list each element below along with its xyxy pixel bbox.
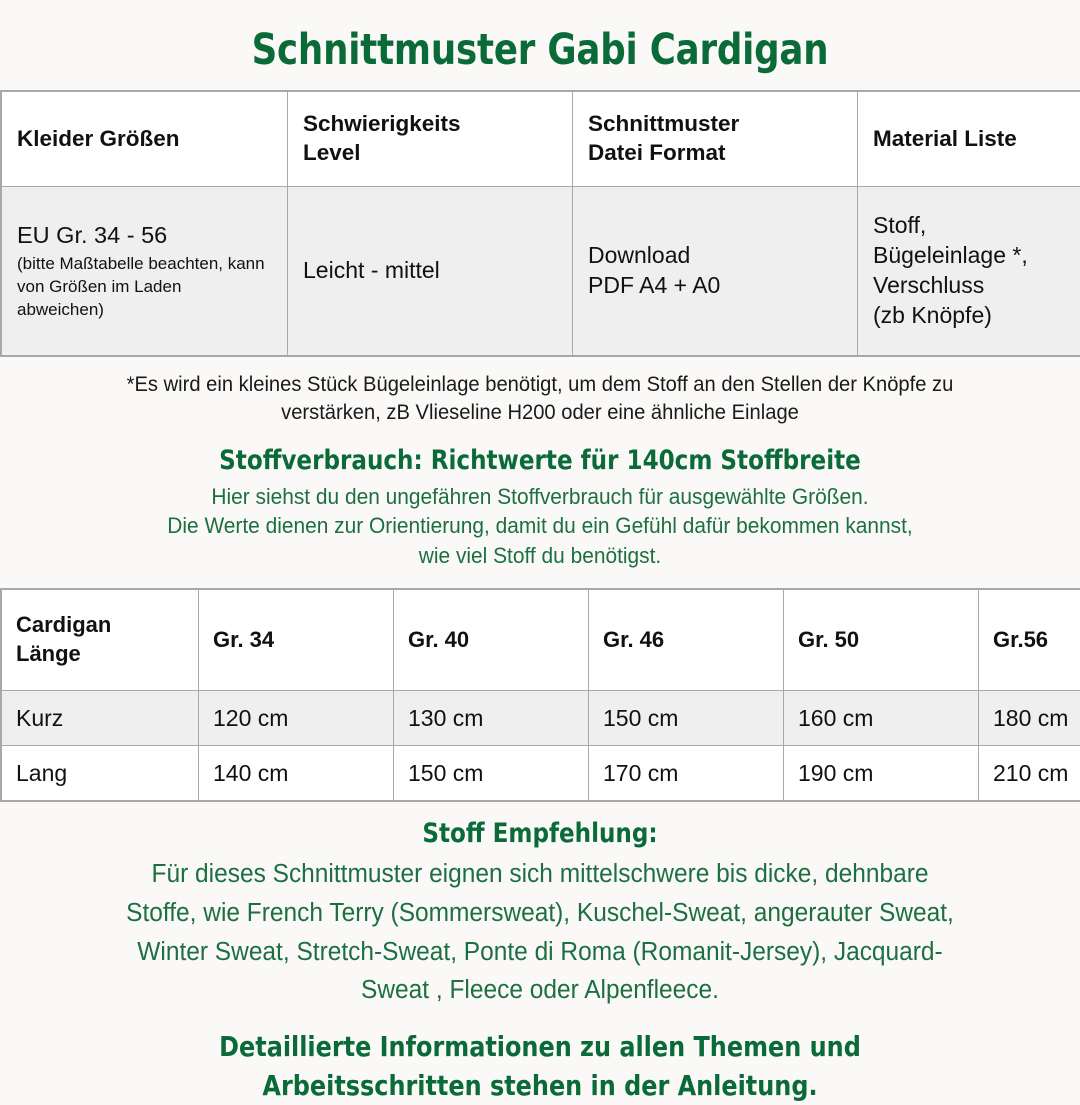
recommendation-line-1: Für dieses Schnittmuster eignen sich mittelschwere bis dicke, dehnbare: [55, 855, 1025, 894]
table-row-lang: [1, 746, 1080, 802]
table-row-kurz: [1, 691, 1080, 746]
lang-size-50: 190 cm: [784, 746, 979, 802]
header-cardigan-line-2: Länge: [16, 640, 186, 669]
header-size-46: Gr. 46: [589, 589, 784, 691]
dress-sizes-note: (bitte Maßtabelle beachten, kann von Größen im Laden abweichen): [17, 253, 273, 322]
kurz-size-40: 130 cm: [394, 691, 589, 746]
page-title: Schnittmuster Gabi Cardigan: [43, 0, 1037, 74]
cell-material-list: [858, 187, 1080, 357]
table-row: [1, 187, 1080, 357]
header-difficulty-line-1: Schwierigkeits: [303, 110, 558, 139]
row-label-lang: Lang: [1, 746, 199, 802]
consumption-subtext-line-3: wie viel Stoff du benötigst.: [75, 541, 1006, 570]
header-difficulty-line-2: Level: [303, 139, 558, 168]
recommendation-line-2: Stoffe, wie French Terry (Sommersweat), Kuschel-Sweat, angerauter Sweat,: [55, 894, 1025, 933]
fabric-recommendation-text: [55, 855, 1025, 1010]
cell-difficulty-level: Leicht - mittel: [288, 187, 573, 357]
header-size-34: Gr. 34: [199, 589, 394, 691]
fabric-consumption-subtext: [75, 482, 1006, 570]
fabric-recommendation-heading: Stoff Empfehlung:: [27, 818, 1053, 849]
cell-dress-sizes: [1, 187, 288, 357]
fabric-consumption-table: [0, 588, 1080, 802]
table-header-row: [1, 589, 1080, 691]
dress-sizes-value: EU Gr. 34 - 56: [17, 220, 273, 251]
consumption-subtext-line-2: Die Werte dienen zur Orientierung, damit du ein Gefühl dafür bekommen kannst,: [75, 511, 1006, 540]
closing-note: [27, 1028, 1053, 1105]
material-line-4: (zb Knöpfe): [873, 301, 1080, 331]
header-size-56: Gr.56: [979, 589, 1080, 691]
cell-file-format: [573, 187, 858, 357]
closing-line-2: Arbeitsschritten stehen in der Anleitung.: [27, 1067, 1053, 1105]
file-format-line-2: PDF A4 + A0: [588, 271, 843, 301]
header-cardigan-line-1: Cardigan: [16, 611, 186, 640]
consumption-subtext-line-1: Hier siehst du den ungefähren Stoffverbrauch für ausgewählte Größen.: [75, 482, 1006, 511]
closing-line-1: Detaillierte Informationen zu allen Themen und: [27, 1028, 1053, 1067]
interfacing-footnote: [79, 371, 1001, 426]
file-format-line-1: Download: [588, 241, 843, 271]
lang-size-56: 210 cm: [979, 746, 1080, 802]
header-file-format: [573, 91, 858, 187]
header-material-list: Material Liste: [858, 91, 1080, 187]
row-label-kurz: Kurz: [1, 691, 199, 746]
kurz-size-46: 150 cm: [589, 691, 784, 746]
material-line-2: Bügeleinlage *,: [873, 241, 1080, 271]
header-dress-sizes: Kleider Größen: [1, 91, 288, 187]
kurz-size-56: 180 cm: [979, 691, 1080, 746]
kurz-size-34: 120 cm: [199, 691, 394, 746]
footnote-line-1: *Es wird ein kleines Stück Bügeleinlage benötigt, um dem Stoff an den Stellen der Knöpfe zu: [127, 373, 954, 396]
header-cardigan-length: [1, 589, 199, 691]
lang-size-40: 150 cm: [394, 746, 589, 802]
fabric-consumption-heading: Stoffverbrauch: Richtwerte für 140cm Stoffbreite: [27, 445, 1053, 476]
recommendation-line-4: Sweat , Fleece oder Alpenfleece.: [55, 971, 1025, 1010]
consumption-table-header: [1, 589, 1080, 691]
material-line-1: Stoff,: [873, 211, 1080, 241]
kurz-size-50: 160 cm: [784, 691, 979, 746]
header-file-format-line-2: Datei Format: [588, 139, 843, 168]
lang-size-46: 170 cm: [589, 746, 784, 802]
consumption-table-body: [1, 691, 1080, 802]
recommendation-line-3: Winter Sweat, Stretch-Sweat, Ponte di Roma (Romanit-Jersey), Jacquard-: [55, 933, 1025, 972]
footnote-line-2: verstärken, zB Vlieseline H200 oder eine ähnliche Einlage: [281, 401, 799, 424]
header-file-format-line-1: Schnittmuster: [588, 110, 843, 139]
header-size-40: Gr. 40: [394, 589, 589, 691]
specification-table-header: [1, 91, 1080, 187]
lang-size-34: 140 cm: [199, 746, 394, 802]
specification-table-body: [1, 187, 1080, 357]
table-header-row: [1, 91, 1080, 187]
material-line-3: Verschluss: [873, 271, 1080, 301]
header-size-50: Gr. 50: [784, 589, 979, 691]
specification-table: [0, 90, 1080, 357]
header-difficulty-level: [288, 91, 573, 187]
